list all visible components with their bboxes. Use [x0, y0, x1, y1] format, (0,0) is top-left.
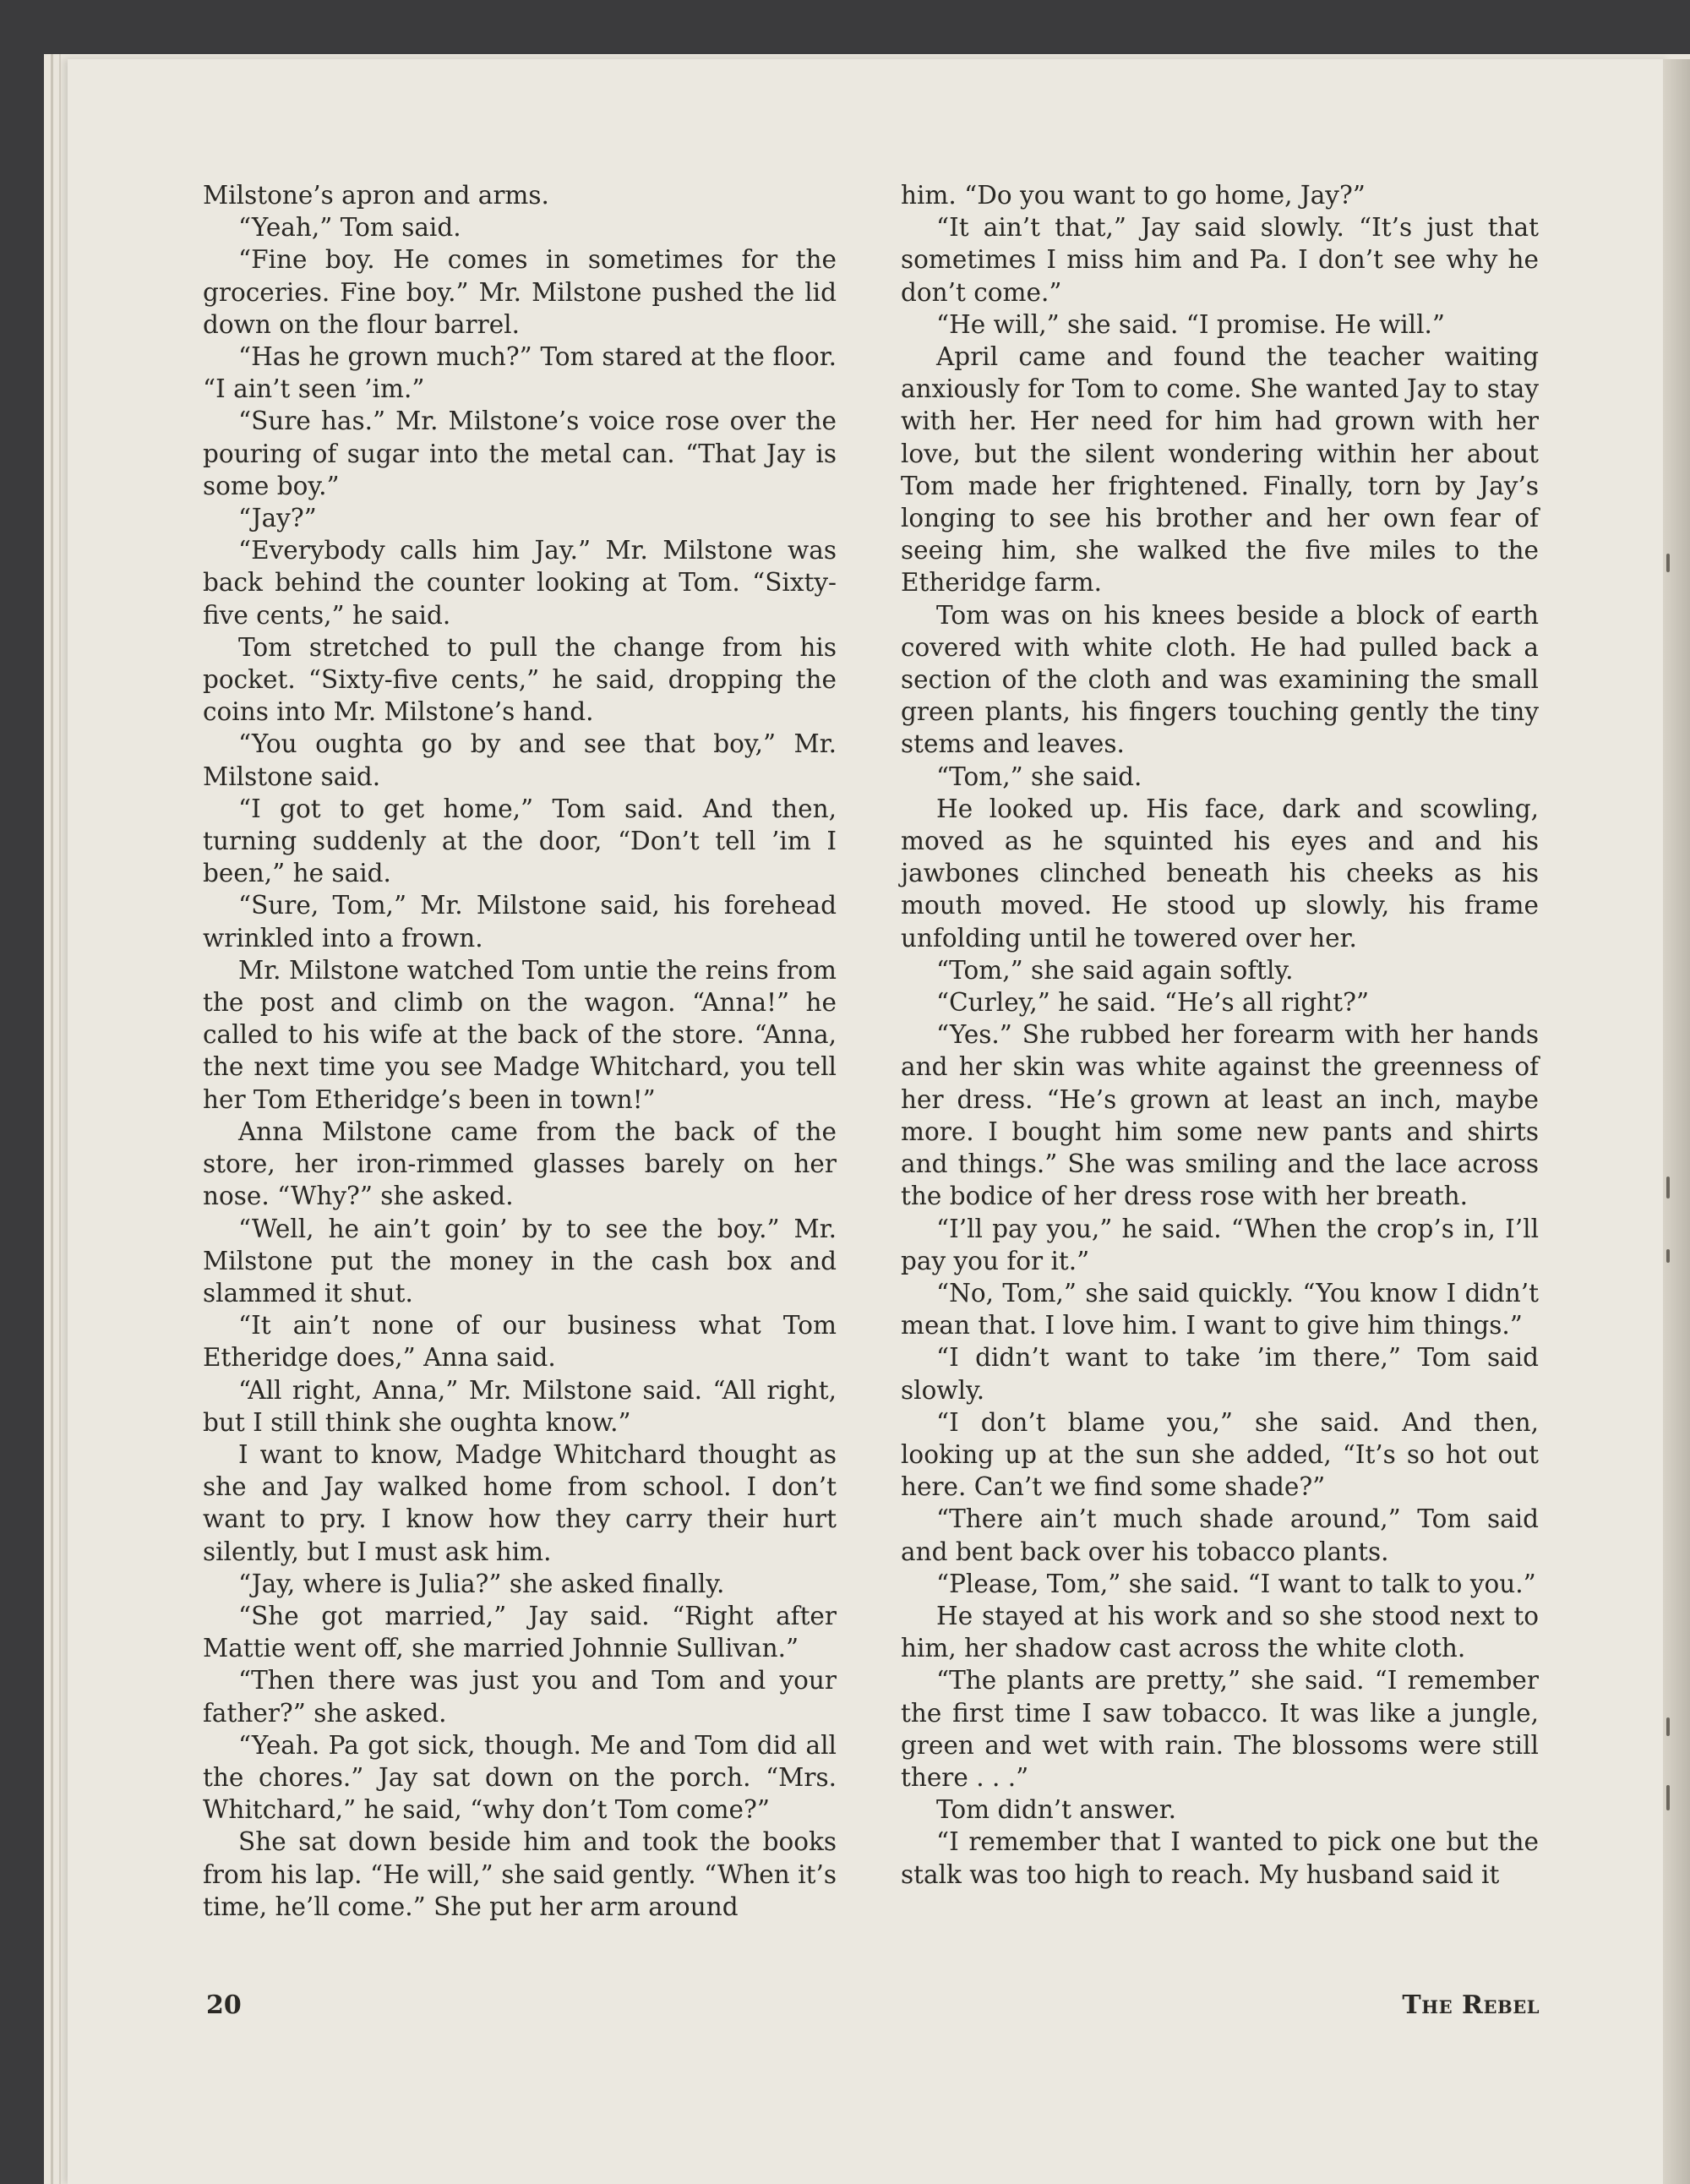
paragraph: “There ain’t much shade around,” Tom said and bent back over his tobacco plants.: [901, 1504, 1539, 1566]
paragraph: “Sure has.” Mr. Milstone’s voice rose over the pouring of sugar into the metal can. “That Jay is some boy.”: [203, 407, 837, 500]
paragraph: “Has he grown much?” Tom stared at the floor. “I ain’t seen ’im.”: [203, 342, 837, 404]
paragraph: “Fine boy. He comes in sometimes for the groceries. Fine boy.” Mr. Milstone pushed the lid down on the flour barrel.: [203, 245, 837, 339]
margin-mark: [1666, 554, 1670, 572]
paragraph: him. “Do you want to go home, Jay?”: [901, 181, 1366, 210]
paragraph: Milstone’s apron and arms.: [203, 181, 549, 210]
paragraph: “I don’t blame you,” she said. And then, looking up at the sun she added, “It’s so hot out here. Can’t we find some shade?”: [901, 1407, 1539, 1502]
paragraph: “Please, Tom,” she said. “I want to talk to you.”: [936, 1569, 1536, 1598]
paragraph: Mr. Milstone watched Tom untie the reins from the post and climb on the wagon. “Anna!” he called to his wife at the back of the store. “Anna, the next time you see Madge Whitchard, you tell her Tom Etheridge’s been in town!”: [203, 955, 837, 1114]
margin-mark: [1666, 1177, 1670, 1198]
paragraph: “It ain’t none of our business what Tom Etheridge does,” Anna said.: [203, 1311, 837, 1373]
paragraph: “I remember that I wanted to pick one but the stalk was too high to reach. My husband said it: [901, 1827, 1539, 1889]
paragraph: “Tom,” she said again softly.: [936, 955, 1294, 985]
paragraph: April came and found the teacher waiting anxiously for Tom to come. She wanted Jay to stay with her. Her need for him had grown with her love, but the silent wondering within her about Tom made her frightened. Finally, torn by Jay’s longing to see his brother and her own fear of seeing him, she walked the five miles to the Etheridge farm.: [901, 342, 1539, 598]
paragraph: “Jay, where is Julia?” she asked finally.: [238, 1569, 725, 1598]
paragraph: “Curley,” he said. “He’s all right?”: [936, 988, 1370, 1018]
paragraph: “No, Tom,” she said quickly. “You know I didn’t mean that. I love him. I want to give him things.”: [901, 1278, 1539, 1340]
paragraph: “You oughta go by and see that boy,” Mr. Milstone said.: [203, 729, 837, 791]
paragraph: “The plants are pretty,” she said. “I remember the first time I saw tobacco. It was like a jungle, green and wet with rain. The blossoms were still there . . .”: [901, 1666, 1539, 1792]
paragraph: “All right, Anna,” Mr. Milstone said. “All right, but I still think she oughta know.”: [203, 1375, 837, 1437]
paragraph: I want to know, Madge Whitchard thought as she and Jay walked home from school. I don’t want to pry. I know how they carry their hurt silently, but I must ask him.: [203, 1439, 837, 1566]
paragraph: “Well, he ain’t goin’ by to see the boy.” Mr. Milstone put the money in the cash box and slammed it shut.: [203, 1214, 837, 1308]
paragraph: “Yes.” She rubbed her forearm with her hands and her skin was white against the greenness of her dress. “He’s grown at least an inch, maybe more. I bought him some new pants and shirts and things.” She was smiling and the lace across the bodice of her dress rose with her breath.: [901, 1020, 1539, 1211]
paragraph: Tom stretched to pull the change from his pocket. “Sixty-five cents,” he said, dropping the coins into Mr. Milstone’s hand.: [203, 632, 837, 727]
paragraph: “I didn’t want to take ’im there,” Tom said slowly.: [901, 1343, 1539, 1405]
paragraph: “Yeah,” Tom said.: [238, 213, 461, 243]
page-number: 20: [206, 1990, 242, 2020]
paragraph: Anna Milstone came from the back of the store, her iron-rimmed glasses barely on her nose. “Why?” she asked.: [203, 1117, 837, 1211]
paragraph: “Sure, Tom,” Mr. Milstone said, his forehead wrinkled into a frown.: [203, 891, 837, 953]
margin-mark: [1666, 1717, 1670, 1736]
left-column: [203, 179, 837, 1923]
margin-mark: [1666, 1249, 1670, 1263]
paragraph: Tom was on his knees beside a block of earth covered with white cloth. He had pulled back a section of the cloth and was examining the small green plants, his fingers touching gently the tiny stems and leaves.: [901, 600, 1539, 759]
paragraph: “I got to get home,” Tom said. And then, turning suddenly at the door, “Don’t tell ’im I been,” he said.: [203, 794, 837, 888]
paragraph: “Yeah. Pa got sick, though. Me and Tom did all the chores.” Jay sat down on the porch. “Mrs. Whitchard,” he said, “why don’t Tom come?”: [203, 1730, 837, 1825]
paragraph: Tom didn’t answer.: [936, 1795, 1176, 1825]
paragraph: “I’ll pay you,” he said. “When the crop’s in, I’ll pay you for it.”: [901, 1214, 1539, 1275]
facing-page-edge: [1663, 59, 1690, 2184]
paragraph: “She got married,” Jay said. “Right after Mattie went off, she married Johnnie Sullivan.”: [203, 1601, 837, 1663]
paragraph: “Then there was just you and Tom and your father?” she asked.: [203, 1666, 837, 1728]
margin-mark: [1666, 1785, 1670, 1810]
running-title-text: The Rebel: [1402, 1990, 1540, 2020]
paragraph: “Jay?”: [238, 504, 317, 533]
right-column: [901, 179, 1539, 1891]
paragraph: He looked up. His face, dark and scowling, moved as he squinted his eyes and and his jawbones clinched beneath his cheeks as his mouth moved. He stood up slowly, his frame unfolding until he towered over her.: [901, 794, 1539, 953]
paragraph: “Tom,” she said.: [936, 762, 1142, 791]
paragraph: She sat down beside him and took the books from his lap. “He will,” she said gently. “When it’s time, he’ll come.” She put her arm around: [203, 1827, 837, 1921]
running-title: [1394, 1990, 1540, 2020]
paragraph: “It ain’t that,” Jay said slowly. “It’s just that sometimes I miss him and Pa. I don’t see why he don’t come.”: [901, 213, 1539, 307]
paragraph: “Everybody calls him Jay.” Mr. Milstone was back behind the counter looking at Tom. “Sixty-five cents,” he said.: [203, 536, 837, 630]
paragraph: He stayed at his work and so she stood next to him, her shadow cast across the white cloth.: [901, 1601, 1539, 1663]
paragraph: “He will,” she said. “I promise. He will.”: [936, 309, 1445, 339]
